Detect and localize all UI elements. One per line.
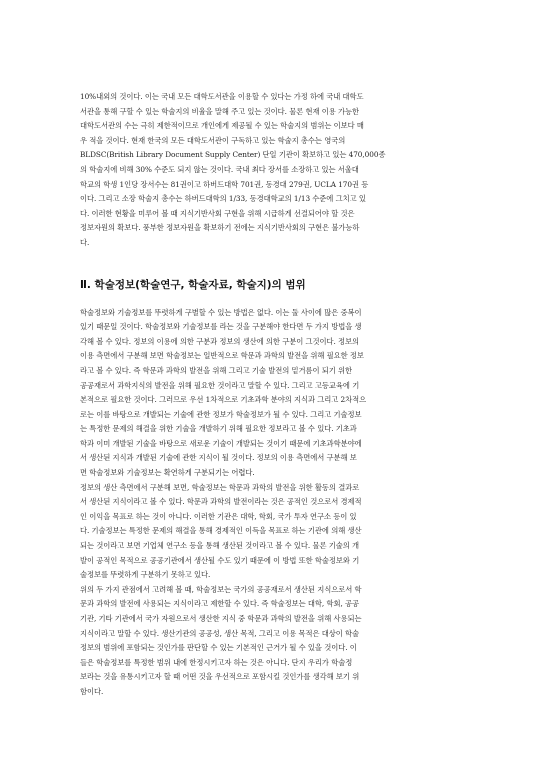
text-line: 정보자원의 확보다. 풍부한 정보자원을 확보하기 전에는 지식기반사회의 구현은 불가능하 — [80, 223, 360, 233]
text-line: 는 특정한 문제의 해결을 위한 기술을 개발하기 위해 필요한 정보라고 볼 수 있다. 기초과 — [80, 424, 357, 434]
section-heading: Ⅱ. 학술정보(학술연구, 학술자료, 학술지)의 범위 — [80, 278, 306, 291]
text-line: 각해 볼 수 있다. 정보의 이용에 의한 구분과 정보의 생산에 의한 구분이 그것이다. 정보의 — [80, 336, 359, 346]
text-line: 대학도서관의 수는 극히 제한적이므로 개인에게 제공될 수 있는 학술지의 범위는 이보다 매 — [80, 121, 364, 131]
text-line: 서 생산된 지식이라고 볼 수 있다. 학문과 과학의 발전이라는 것은 공적인 것으로서 경제적 — [80, 497, 362, 507]
text-line: 우 적을 것이다. 현재 한국의 모든 대학도서관이 구독하고 있는 학술지 총수는 영국의 — [80, 135, 346, 145]
text-line: 술정보를 뚜렷하게 구분하기 못하고 있다. — [80, 570, 211, 580]
text-line: 이다. 그리고 소장 학술지 총수는 하버드대학의 1/33, 동경대학교의 1/13 수준에 그치고 있 — [80, 194, 366, 204]
text-line: 함이다. — [80, 686, 104, 696]
text-line: 서 생산된 지식과 개발된 기술에 관한 지식이 될 것이다. 정보의 이용 측면에서 구분해 보 — [80, 453, 357, 463]
text-line: 문과 과학의 발전에 사용되는 지식이라고 제한할 수 있다. 즉 학술정보는 대학, 학회, 공공 — [80, 599, 359, 609]
paragraph-body-1 — [80, 306, 475, 481]
text-line: 다. — [80, 237, 90, 247]
text-line: 정보의 생산 측면에서 구분해 보면, 학술정보는 학문과 과학의 발전을 위한 활동의 결과로 — [80, 482, 360, 492]
text-line: 지식이라고 말할 수 있다. 생산기관의 공공성, 생산 목적, 그리고 이용 목적은 대상이 학술 — [80, 628, 359, 638]
text-line: 학교의 학생 1인당 장서수는 81권이고 하버드대학 701권, 동경대 279권, UCLA 170권 등 — [80, 179, 369, 189]
text-line: 의 학술지에 비해 30% 수준도 되지 않는 것이다. 국내 최다 장서를 소장하고 있는 서울대 — [80, 164, 359, 174]
text-line: 다. 이러한 현황을 미루어 볼 때 지식기반사회 구현을 위해 시급하게 선결되어야 할 것은 — [80, 208, 355, 218]
text-line: BLDSC(British Library Document Supply Center) 단일 기관이 확보하고 있는 470,000종 — [80, 150, 386, 160]
text-line: 본적으로 필요한 것이다. 그러므로 우선 1차적으로 기초과학 분야의 지식과 그리고 2차적으 — [80, 395, 367, 405]
text-line: 학술정보와 기술정보를 뚜렷하게 구별할 수 있는 방법은 없다. 이는 둘 사이에 많은 중복이 — [80, 307, 362, 317]
text-line: 기관, 기타 기관에서 국가 자원으로서 생산한 지식 중 학문과 과학의 발전을 위해 사용되는 — [80, 614, 362, 623]
text-line: 면 학술정보와 기술정보는 확연하게 구분되기는 어렵다. — [80, 468, 255, 478]
document-body — [80, 90, 475, 700]
text-line: 학과 이미 개발된 기술을 바탕으로 새로운 기술이 개발되는 것이기 때문에 기초과학분야에 — [80, 438, 362, 448]
paragraph-intro — [80, 90, 475, 251]
text-line: 이용 측면에서 구분해 보면 학술정보는 일반적으로 학문과 과학의 발전을 위해 필요한 정보 — [80, 351, 364, 361]
text-line: 발이 공적인 목적으로 공공기관에서 생산될 수도 있기 때문에 이 방법 또한 학술정보와 기 — [80, 555, 360, 565]
text-line: 다. 기술정보는 특정한 문제의 해결을 통해 경제적인 이득을 목표로 하는 기관에 의해 생산 — [80, 526, 362, 536]
text-line: 공공재로서 과학지식의 발전을 위해 필요한 것이라고 말할 수 있다. 그리고 고등교육에 기 — [80, 380, 360, 390]
text-line: 되는 것이라고 보면 기업체 연구소 등을 통해 생산된 것이라고 볼 수 있다. 물론 기술의 개 — [80, 541, 359, 551]
text-line: 서관을 통해 구할 수 있는 학술지의 비율을 말해 주고 있는 것이다. 물론 현재 이용 가능한 — [80, 106, 359, 116]
text-line: 로는 이를 바탕으로 개발되는 기술에 관한 정보가 학술정보가 될 수 있다. 그리고 기술정보 — [80, 409, 362, 419]
text-line: 있기 때문일 것이다. 학술정보와 기술정보를 라는 것을 구분해야 한다면 두 가지 방법을 생 — [80, 322, 362, 332]
text-line: 위의 두 가지 관점에서 고려해 볼 때, 학술정보는 국가의 공공재로서 생산된 지식으로서 학 — [80, 584, 362, 594]
paragraph-body-2 — [80, 481, 475, 583]
text-line: 들은 학술정보를 특정한 범위 내에 한정시키고자 하는 것은 아니다. 단지 우리가 학술정 — [80, 657, 353, 667]
text-line: 정보의 범위에 포함되는 것인가를 판단할 수 있는 기본적인 근거가 될 수 있을 것이다. 이 — [80, 643, 357, 653]
text-line: 라고 볼 수 있다. 즉 학문과 과학의 발전을 위해 그리고 기술 발전의 밑거름이 되기 위한 — [80, 365, 352, 375]
text-line: 10%내외의 것이다. 이는 국내 모든 대학도서관을 이용할 수 있다는 가정 하에 국내 대학도 — [80, 92, 364, 101]
paragraph-body-3 — [80, 583, 475, 700]
text-line: 인 이익을 목표로 하는 것이 아니다. 이러한 기관은 대학, 학회, 국가 투자 연구소 등이 있 — [80, 511, 357, 521]
text-line: 보라는 것을 유통시키고자 할 때 어떤 것을 우선적으로 포함시킬 것인가를 생각해 보기 위 — [80, 672, 360, 682]
